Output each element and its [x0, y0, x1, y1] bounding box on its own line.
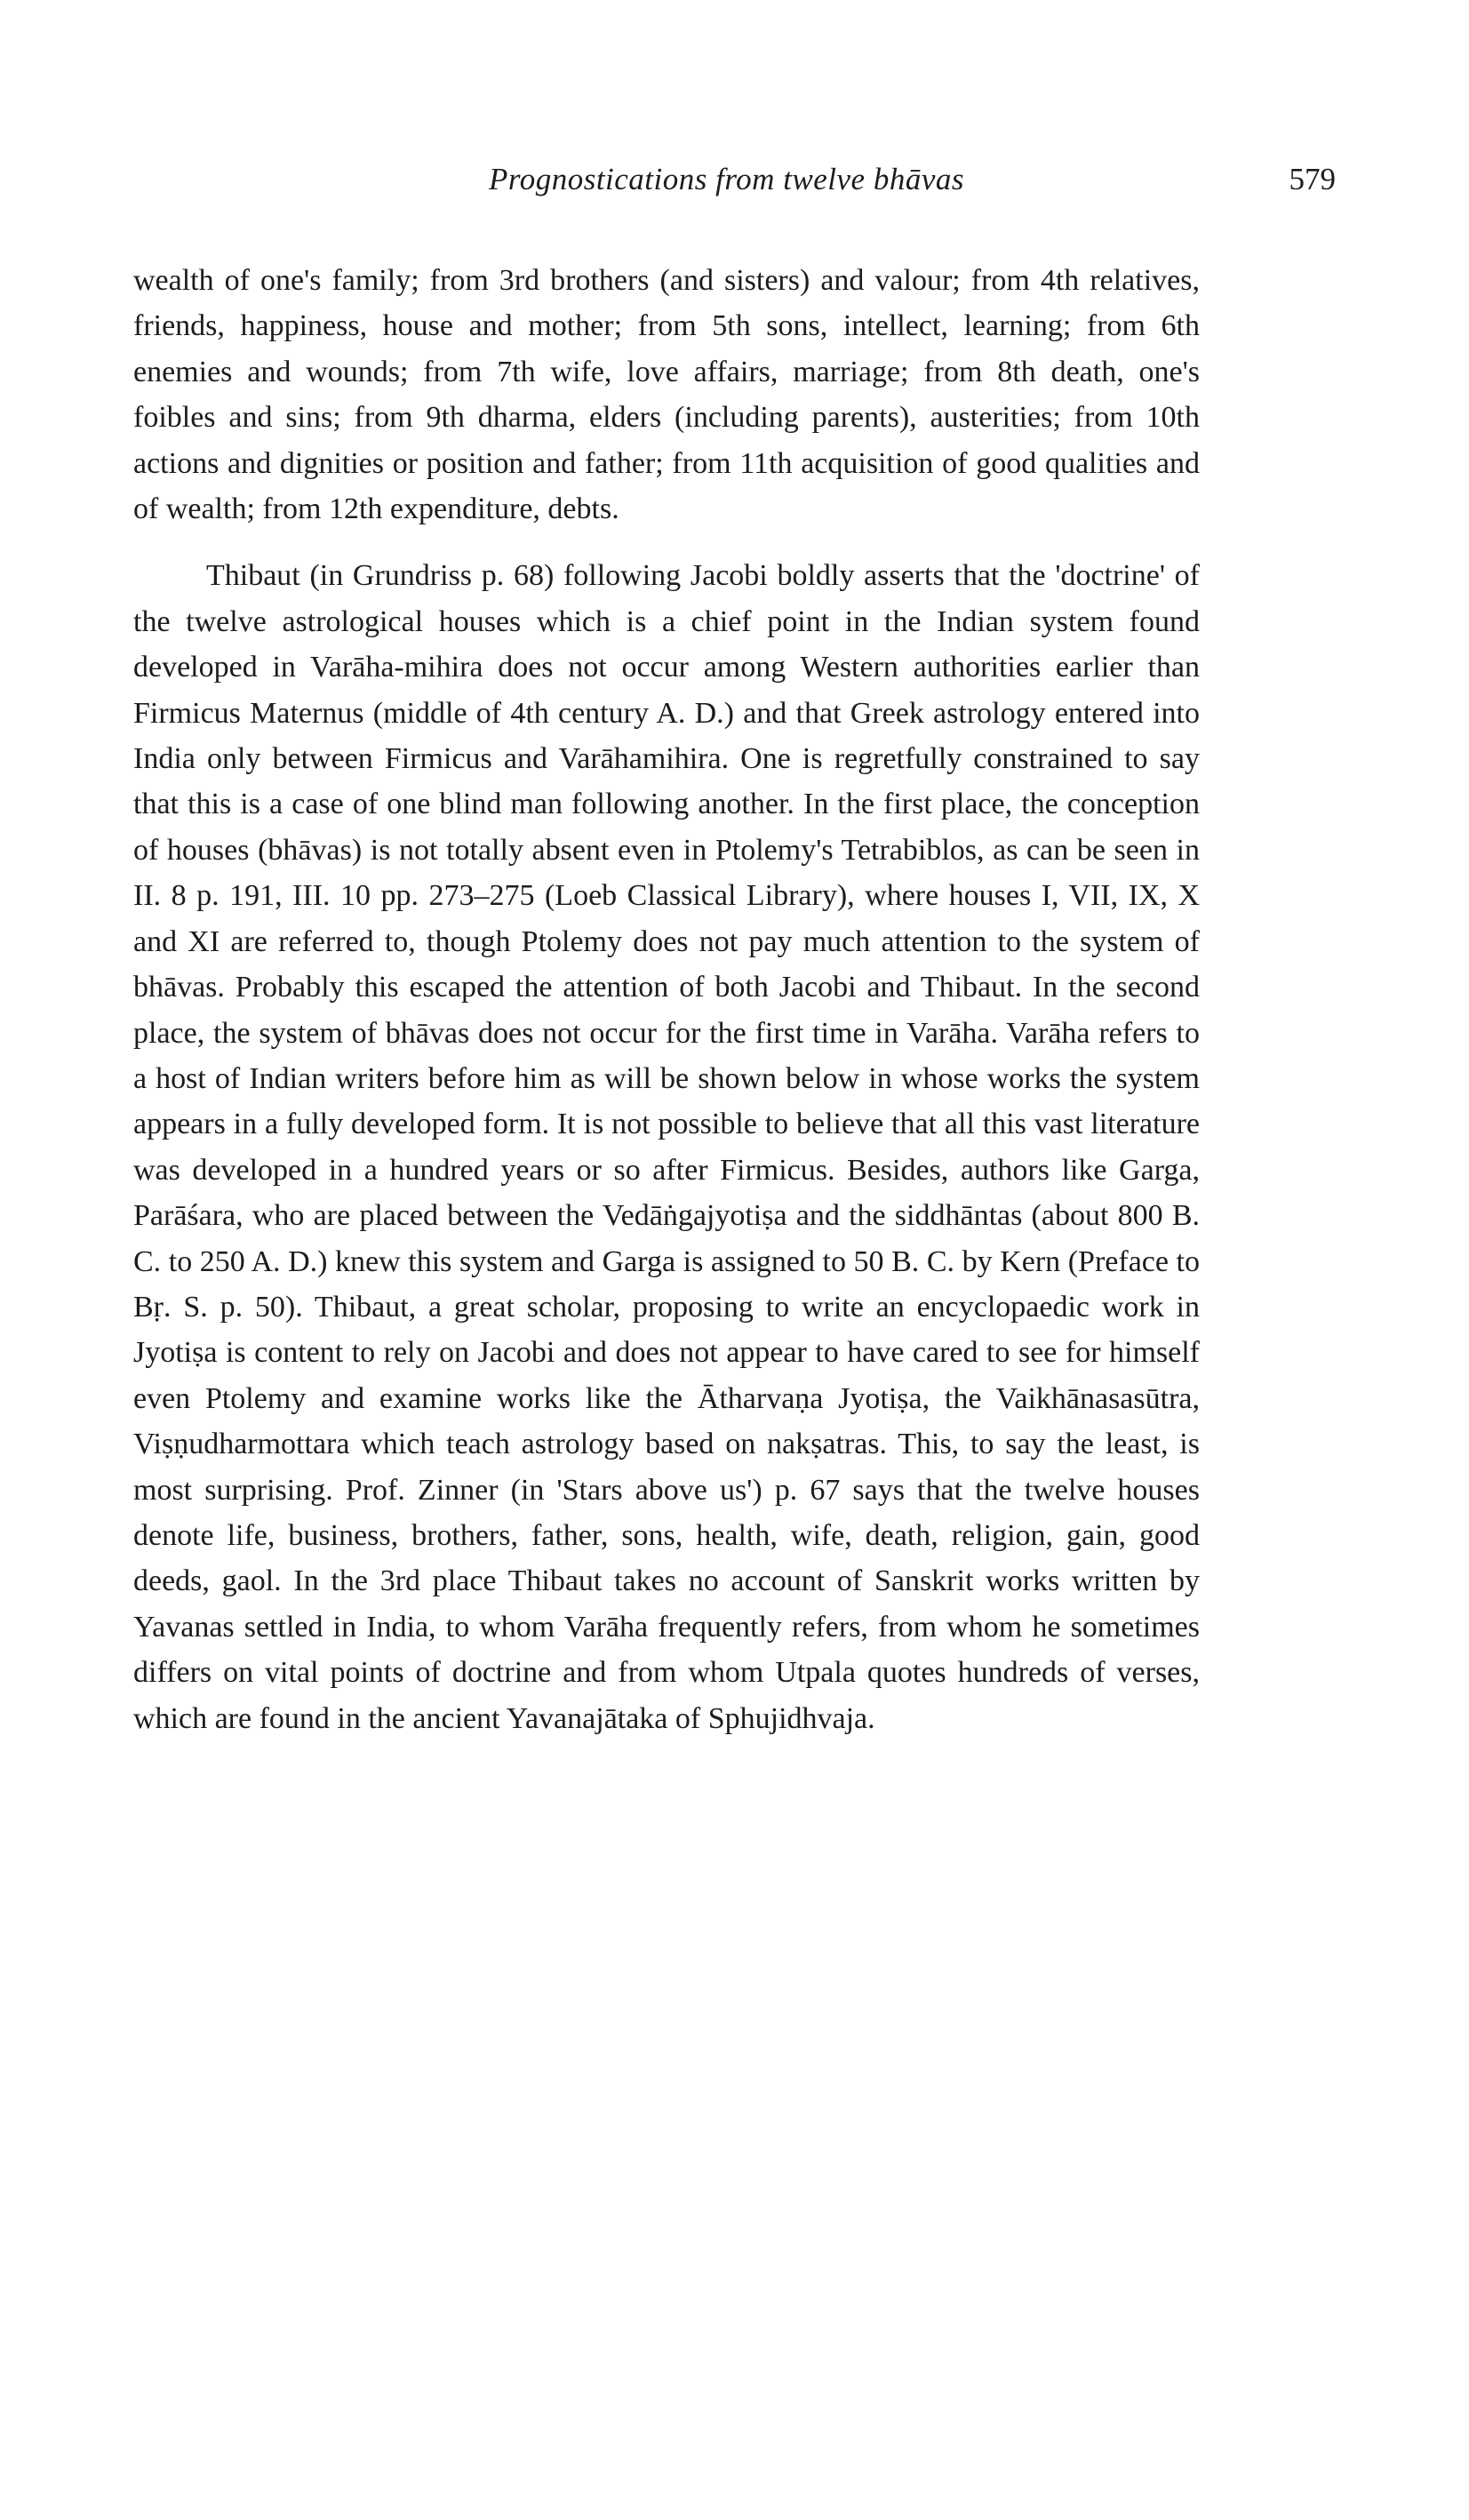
running-header — [133, 158, 1336, 212]
paragraph-thibaut-critique: Thibaut (in Grundriss p. 68) following Jacobi boldly asserts that the 'doctrine' of the twelve astrological houses which is a chief point in the Indian system found developed in Varāha-mihira does not occur among Western authorities earlier than Firmicus Maternus (middle of 4th century A. D.) and that Greek astrology entered into India only between Firmicus and Varāhamihira. One is regretfully constrained to say that this is a case of one blind man following another. In the first place, the conception of houses (bhāvas) is not totally absent even in Ptolemy's Tetrabiblos, as can be seen in II. 8 p. 191, III. 10 pp. 273–275 (Loeb Classical Library), where houses I, VII, IX, X and XI are referred to, though Ptolemy does not pay much attention to the system of bhāvas. Probably this escaped the attention of both Jacobi and Thibaut. In the second place, the system of bhāvas does not occur for the first time in Varāha. Varāha refers to a host of Indian writers before him as will be shown below in whose works the system appears in a fully developed form. It is not possible to believe that all this vast literature was developed in a hundred years or so after Firmicus. Besides, authors like Garga, Parāśara, who are placed between the Vedāṅgajyotiṣa and the siddhāntas (about 800 B. C. to 250 A. D.) knew this system and Garga is assigned to 50 B. C. by Kern (Preface to Bṛ. S. p. 50). Thibaut, a great scholar, proposing to write an encyclopaedic work in Jyotiṣa is content to rely on Jacobi and does not appear to have cared to see for himself even Ptolemy and examine works like the Ātharvaṇa Jyotiṣa, the Vaikhānasasūtra, Viṣṇudharmottara which teach astrology based on nakṣatras. This, to say the least, is most surprising. Prof. Zinner (in 'Stars above us') p. 67 says that the twelve houses denote life, business, brothers, father, sons, health, wife, death, religion, gain, good deeds, gaol. In the 3rd place Thibaut takes no account of Sanskrit works written by Yavanas settled in India, to whom Varāha frequently refers, from whom he sometimes differs on vital points of doctrine and from whom Utpala quotes hundreds of verses, which are found in the ancient Yavanajātaka of Sphujidhvaja. — [133, 559, 1200, 1735]
paragraph-continuation: wealth of one's family; from 3rd brothers (and sisters) and valour; from 4th relatives, friends, happiness, house and mother; from 5th sons, intellect, learning; from 6th enemies and wounds; from 7th wife, love affairs, marriage; from 8th death, one's foibles and sins; from 9th dharma, elders (including parents), austerities; from 10th actions and dignities or position and father; from 11th acquisition of good qualities and of wealth; from 12th expenditure, debts. — [133, 264, 1200, 526]
body-text — [133, 258, 1200, 1741]
running-title: Prognostications from twelve bhāvas — [489, 162, 964, 196]
page-number: 579 — [1289, 162, 1336, 196]
